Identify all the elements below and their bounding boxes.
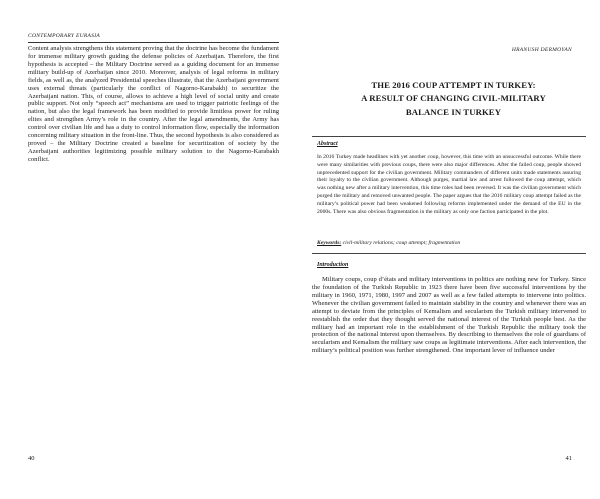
right-page [300,0,600,499]
introduction-paragraph: Military coups, coup d’états and military interventions in politics are nothing new for Turkey. Since the foundation of the Turkish Republic in 1923 there have been five successful interventions by the military in 1960, 1971, 1980, 1997 and 2007 as well as a few failed attempts to intervene into politics. Whenever the civilian government failed to maintain stability in the country and whenever there was an attempt to deviate from the principles of Kemalism and secularism the Turkish military intervened to reestablish the order that they thought served the national interest of the Turkish people best. As the military had an important role in the establishment of the Turkish Republic the military took the protection of the national interest upon themselves. By describing to themselves the role of guardians of secularism and Kemalism the military saw coups as legitimate interventions. After each intervention, the military’s political position was further strengthened. One important lever of influence under [312,276,586,355]
page-number-left: 40 [28,455,35,462]
abstract-text: In 2016 Turkey made headlines with yet another coup, however, this time with an unsuccessful outcome. While there were many similarities with previous coups, there were also major differences. After the failed coup, people showed unprecedented support for the civilian government. Military commanders of different units made statements assuring their loyalty to the civilian government. Although purges, martial law and arrest followed the coup attempt, which was nothing new after a military intervention, this time roles had been reversed. It was the civilian government which purged the military and removed unwanted people. The paper argues that the 2016 military coup attempt failed as the military’s political power had been weakened following reforms implemented under the demand of the EU in the 2000s. There was also obvious fragmentation in the military as only one faction participated in the plot. [317,154,581,215]
article-title-line: BALANCE IN TURKEY [405,106,502,117]
abstract-heading: Abstract [317,141,338,147]
abstract-box [312,136,586,254]
keywords-label: Keywords: [317,240,342,246]
running-head-author: HRANUSH DERMOYAN [511,47,572,53]
keywords-text: civil-military relations; coup attempt; fragmentation [342,240,461,246]
page-number-right: 41 [565,455,572,462]
article-title-line: A RESULT OF CHANGING CIVIL-MILITARY [361,93,546,104]
article-title-line: THE 2016 COUP ATTEMPT IN TURKEY: [371,80,536,90]
header-rule [28,42,279,43]
running-head-journal: CONTEMPORARY EURASIA [28,33,101,39]
keywords-line [317,240,581,246]
introduction-heading: Introduction [317,262,349,268]
article-title [331,79,576,119]
left-body-paragraph: Content analysis strengthens this statement proving that the doctrine has become the fundament for immense military growth guiding the defense policies of Azerbaijan. Therefore, the first hypothesis is accepted – the Military Doctrine served as a guiding document for an immense military build-up of Azerbaijan since 2010. Moreover, analysis of legal reforms in military fields, as well as, the analyzed Presidential speeches illustrate, that the Azerbaijani government uses external threats (particularly the conflict of Nagorno-Karabakh) to securitize the Azerbaijani nation. This, of course, allows to achieve a high level of social unity and create public support. Not only “speech act” mechanisms are used to trigger patriotic feelings of the nation, but also the legal framework has been modified to provide limitless power for ruling elites and strengthen Army’s role in the country. After the legal amendments, the Army has control over civilian life and has a duty to control information flow, especially the information concerning military situation in the front-line. Thus, the second hypothesis is also considered as proved – the Military Doctrine created a baseline for securitization of society by the Azerbaijani authorities legitimizing possible military solution to the Nagorno-Karabakh conflict. [28,45,279,163]
